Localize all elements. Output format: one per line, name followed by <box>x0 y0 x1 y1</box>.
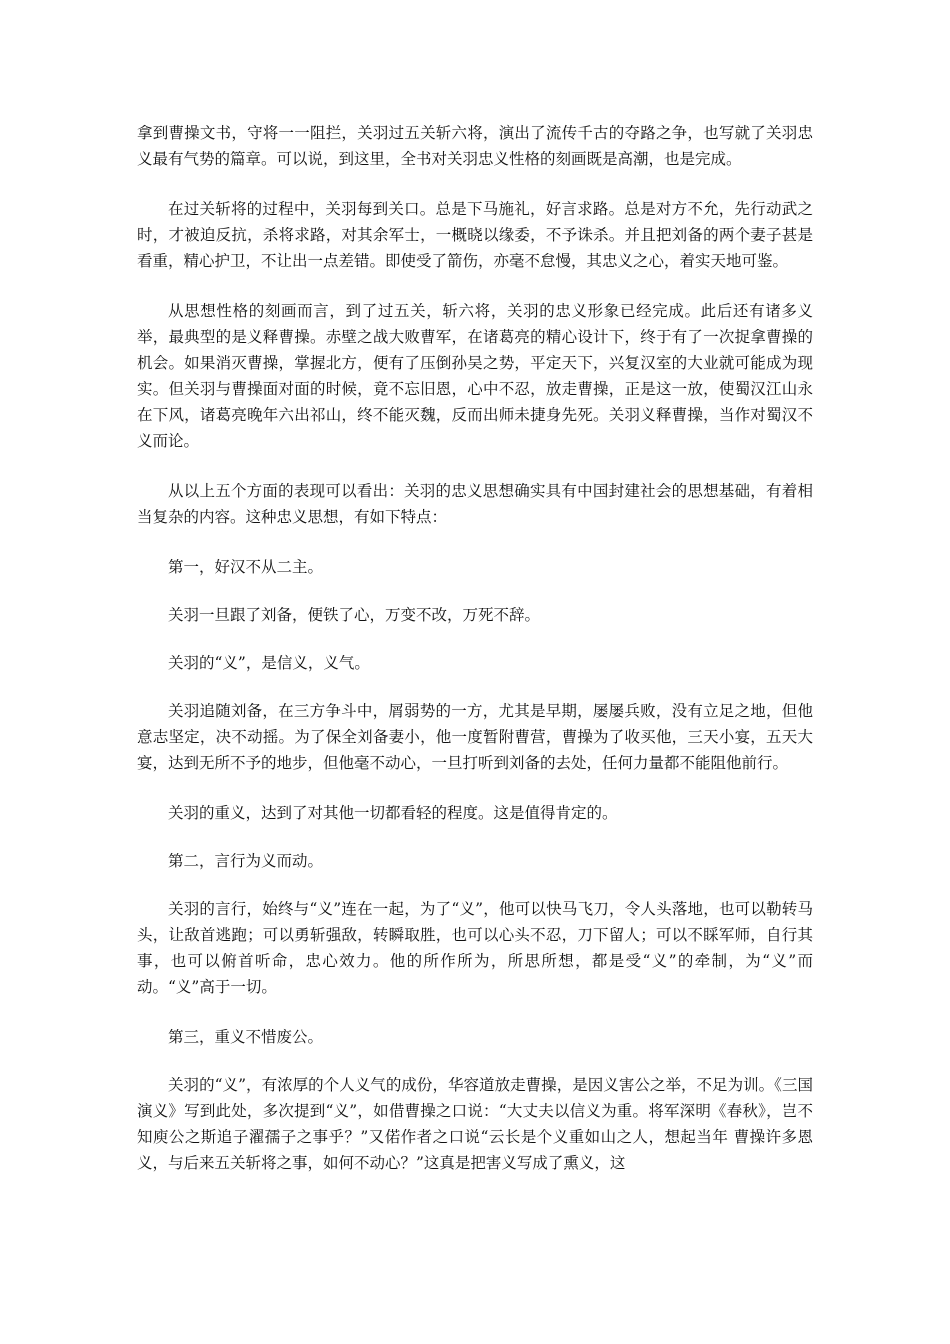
paragraph-7: 关羽的“义”，是信义，义气。 <box>168 654 370 672</box>
paragraph-2: 在过关斩将的过程中，关羽每到关口。总是下马施礼，好言求路。总是对方不允，先行动武之时，才被迫反抗，杀将求路，对其余军士，一概晓以缘委，不予诛杀。并且把刘备的两个妻子甚是看重，精心护卫，不让出一点差错。即使受了箭伤，亦毫不怠慢，其忠义之心，着实天地可鉴。 <box>137 200 813 270</box>
paragraph-6: 关羽一旦跟了刘备，便铁了心，万变不改，万死不辞。 <box>168 606 541 624</box>
paragraph-11: 关羽的言行，始终与“义”连在一起，为了“义”，他可以快马飞刀，令人头落地，也可以勒转马头，让敌首逃跑；可以勇斩强敌，转瞬取胜，也可以心头不忍，刀下留人；可以不睬军师，自行其事，也可以俯首听命，忠心效力。他的所作所为，所思所想，都是受“义”的牵制，为“义”而动。“义”高于一切。 <box>137 900 813 996</box>
paragraph-9: 关羽的重义，达到了对其他一切都看轻的程度。这是值得肯定的。 <box>168 804 618 822</box>
paragraph-1: 拿到曹操文书，守将一一阻拦，关羽过五关斩六将，演出了流传千古的夺路之争，也写就了关羽忠义最有气势的篇章。可以说，到这里，全书对关羽忠义性格的刻画既是高潮，也是完成。 <box>137 124 813 168</box>
paragraph-8: 关羽追随刘备，在三方争斗中，屑弱势的一方，尤其是早期，屡屡兵败，没有立足之地，但他意志坚定，决不动摇。为了保全刘备妻小，他一度暂附曹营，曹操为了收买他，三天小宴，五天大宴，达到无所不予的地步，但他毫不动心，一旦打听到刘备的去处，任何力量都不能阻他前行。 <box>137 702 813 772</box>
document-body <box>137 120 813 1200</box>
paragraph-10: 第二，言行为义而动。 <box>168 852 324 870</box>
paragraph-5: 第一，好汉不从二主。 <box>168 558 324 576</box>
paragraph-12: 第三，重义不惜废公。 <box>168 1028 324 1046</box>
paragraph-4: 从以上五个方面的表现可以看出：关羽的忠义思想确实具有中国封建社会的思想基础，有着相当复杂的内容。这种忠义思想，有如下特点： <box>137 482 813 526</box>
paragraph-3: 从思想性格的刻画而言，到了过五关，斩六将，关羽的忠义形象已经完成。此后还有诸多义举，最典型的是义释曹操。赤壁之战大败曹军，在诸葛亮的精心设计下，终于有了一次捉拿曹操的机会。如果消灭曹操，掌握北方，便有了压倒孙吴之势，平定天下，兴复汉室的大业就可能成为现实。但关羽与曹操面对面的时候，竟不忘旧恩，心中不忍，放走曹操，正是这一放，使蜀汉江山永在下风，诸葛亮晚年六出祁山，终不能灭魏，反而出师未捷身先死。关羽义释曹操，当作对蜀汉不义而论。 <box>137 302 813 450</box>
paragraph-13: 关羽的“义”，有浓厚的个人义气的成份，华容道放走曹操，是因义害公之举，不足为训。《三国演义》写到此处，多次提到“义”，如借曹操之口说：“大丈夫以信义为重。将军深明《春秋》，岂不知庾公之斯追子濯孺子之事乎？”又偌作者之口说“云长是个义重如山之人，想起当年 曹操许多恩义，与后来五关斩将之事，如何不动心？”这真是把害义写成了熏义，这 <box>137 1076 813 1172</box>
